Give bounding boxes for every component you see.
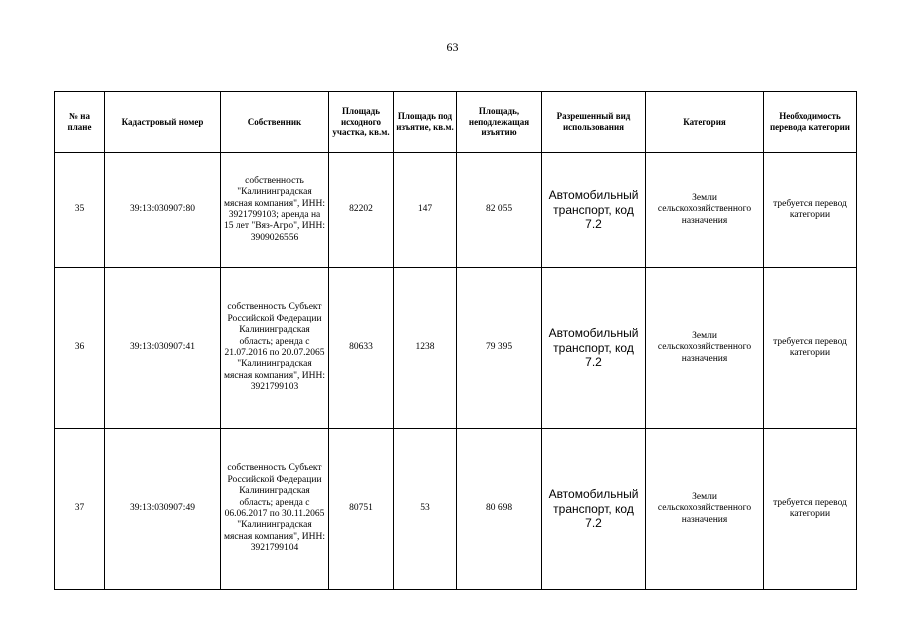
cell-area-initial: 80751 [329,429,394,590]
header-category: Категория [646,92,764,153]
cell-cadastral-number: 39:13:030907:80 [105,153,221,268]
cell-area-withdraw: 147 [394,153,457,268]
cell-area-remaining: 80 698 [457,429,542,590]
cell-area-initial: 82202 [329,153,394,268]
table-header-row [55,92,857,153]
cell-area-withdraw: 1238 [394,268,457,429]
cell-plan-number: 35 [55,153,105,268]
cell-area-remaining: 79 395 [457,268,542,429]
header-permitted-use: Разрешенный вид использования [542,92,646,153]
header-plan-number: № на плане [55,92,105,153]
cell-permitted-use: Автомобильный транспорт, код 7.2 [542,268,646,429]
cell-transfer-needed: требуется перевод категории [764,429,857,590]
header-area-withdraw: Площадь под изъятие, кв.м. [394,92,457,153]
cell-category: Земли сельскохозяйственного назначения [646,153,764,268]
page-number: 63 [446,40,459,54]
cell-transfer-needed: требуется перевод категории [764,268,857,429]
header-cadastral-number: Кадастровый номер [105,92,221,153]
cell-plan-number: 37 [55,429,105,590]
table-row [55,429,857,590]
cell-permitted-use: Автомобильный транспорт, код 7.2 [542,153,646,268]
cell-cadastral-number: 39:13:030907:49 [105,429,221,590]
table-row [55,268,857,429]
cell-owner: собственность "Калининградская мясная компания", ИНН: 3921799103; аренда на 15 лет "Вяз-Агро", ИНН: 3909026556 [221,153,329,268]
header-owner: Собственник [221,92,329,153]
cell-category: Земли сельскохозяйственного назначения [646,268,764,429]
cell-category: Земли сельскохозяйственного назначения [646,429,764,590]
table-row [55,153,857,268]
header-transfer-needed: Необходимость перевода категории [764,92,857,153]
cell-transfer-needed: требуется перевод категории [764,153,857,268]
cell-cadastral-number: 39:13:030907:41 [105,268,221,429]
cell-area-remaining: 82 055 [457,153,542,268]
cell-owner: собственность Субъект Российской Федерации Калининградская область; аренда с 06.06.2017 по 30.11.2065 "Калининградская мясная компания", ИНН: 3921799104 [221,429,329,590]
cell-owner: собственность Субъект Российской Федерации Калининградская область; аренда с 21.07.2016 по 20.07.2065 "Калининградская мясная компания", ИНН: 3921799103 [221,268,329,429]
header-area-remaining: Площадь, неподлежащая изъятию [457,92,542,153]
cell-area-initial: 80633 [329,268,394,429]
cell-permitted-use: Автомобильный транспорт, код 7.2 [542,429,646,590]
cell-plan-number: 36 [55,268,105,429]
cell-area-withdraw: 53 [394,429,457,590]
header-area-initial: Площадь исходного участка, кв.м. [329,92,394,153]
land-plots-table [54,91,857,590]
